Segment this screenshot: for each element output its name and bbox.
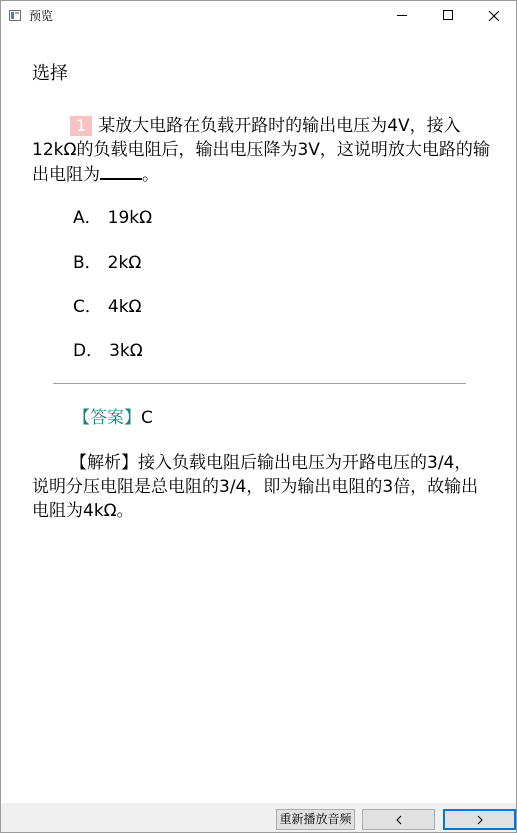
- minimize-icon: [397, 15, 407, 16]
- analysis-text-4: 3/4: [219, 477, 247, 497]
- analysis-text-8: 4kΩ: [83, 501, 117, 521]
- close-button[interactable]: [471, 1, 517, 31]
- section-heading: 选择: [32, 63, 68, 84]
- question-text-3: ，接入: [409, 116, 461, 136]
- chevron-right-icon: [477, 815, 483, 825]
- analysis-text-1: 接入负载电阻后输出电压为开路电压的: [138, 453, 427, 473]
- chevron-left-icon: [396, 815, 402, 825]
- answer-row: [73, 406, 153, 430]
- analysis-paragraph: [32, 451, 487, 523]
- option-b[interactable]: [73, 252, 141, 274]
- answer-blank: [100, 162, 142, 180]
- app-icon: [9, 10, 21, 21]
- section-divider: [53, 383, 466, 384]
- analysis-text-6: 3: [382, 477, 394, 497]
- analysis-text-7: 倍，故输出电阻为: [32, 477, 479, 521]
- option-letter: C．: [73, 297, 102, 317]
- question-text-8: 。: [142, 165, 159, 185]
- question-text-6: 3V: [297, 140, 320, 160]
- question-text-7: ，这说明放大电路的输出电阻为: [32, 140, 490, 185]
- option-letter: D．: [73, 341, 104, 361]
- answer-value: C: [141, 408, 153, 428]
- option-letter: B．: [73, 253, 102, 273]
- option-value: 19kΩ: [107, 208, 153, 228]
- previous-button[interactable]: [362, 809, 435, 830]
- option-d[interactable]: [73, 340, 143, 362]
- option-letter: A．: [73, 208, 102, 228]
- analysis-text-3: ，说明分压电阻是总电阻的: [32, 453, 472, 497]
- maximize-button[interactable]: [425, 1, 471, 31]
- analysis-label: 【解析】: [70, 453, 138, 473]
- answer-label: 【答案】: [73, 408, 141, 428]
- close-icon: [488, 10, 500, 22]
- bottom-toolbar: [1, 803, 516, 832]
- question-text-1: 某放大电路在负载开路时的输出电压为: [98, 116, 388, 136]
- title-bar[interactable]: [1, 1, 516, 31]
- question-number-badge: 1: [70, 116, 92, 136]
- option-a[interactable]: [73, 207, 152, 229]
- question-stem: [32, 114, 494, 187]
- analysis-text-5: ，即为输出电阻的: [246, 477, 383, 497]
- question-text-2: 4V: [387, 116, 410, 136]
- option-value: 4kΩ: [107, 297, 142, 317]
- minimize-button[interactable]: [379, 1, 425, 31]
- option-c[interactable]: [73, 296, 142, 318]
- analysis-text-9: 。: [116, 501, 134, 521]
- next-button[interactable]: [443, 809, 516, 830]
- analysis-text-2: 3/4: [427, 453, 455, 473]
- question-text-4: 12kΩ: [32, 140, 77, 160]
- preview-content: [1, 31, 516, 803]
- option-value: 2kΩ: [107, 253, 142, 273]
- replay-audio-button[interactable]: 重新播放音频: [276, 809, 355, 830]
- maximize-icon: [443, 10, 453, 20]
- option-value: 3kΩ: [109, 341, 143, 361]
- question-text-5: 的负载电阻后，输出电压降为: [76, 140, 298, 160]
- window-title: 预览: [29, 9, 54, 23]
